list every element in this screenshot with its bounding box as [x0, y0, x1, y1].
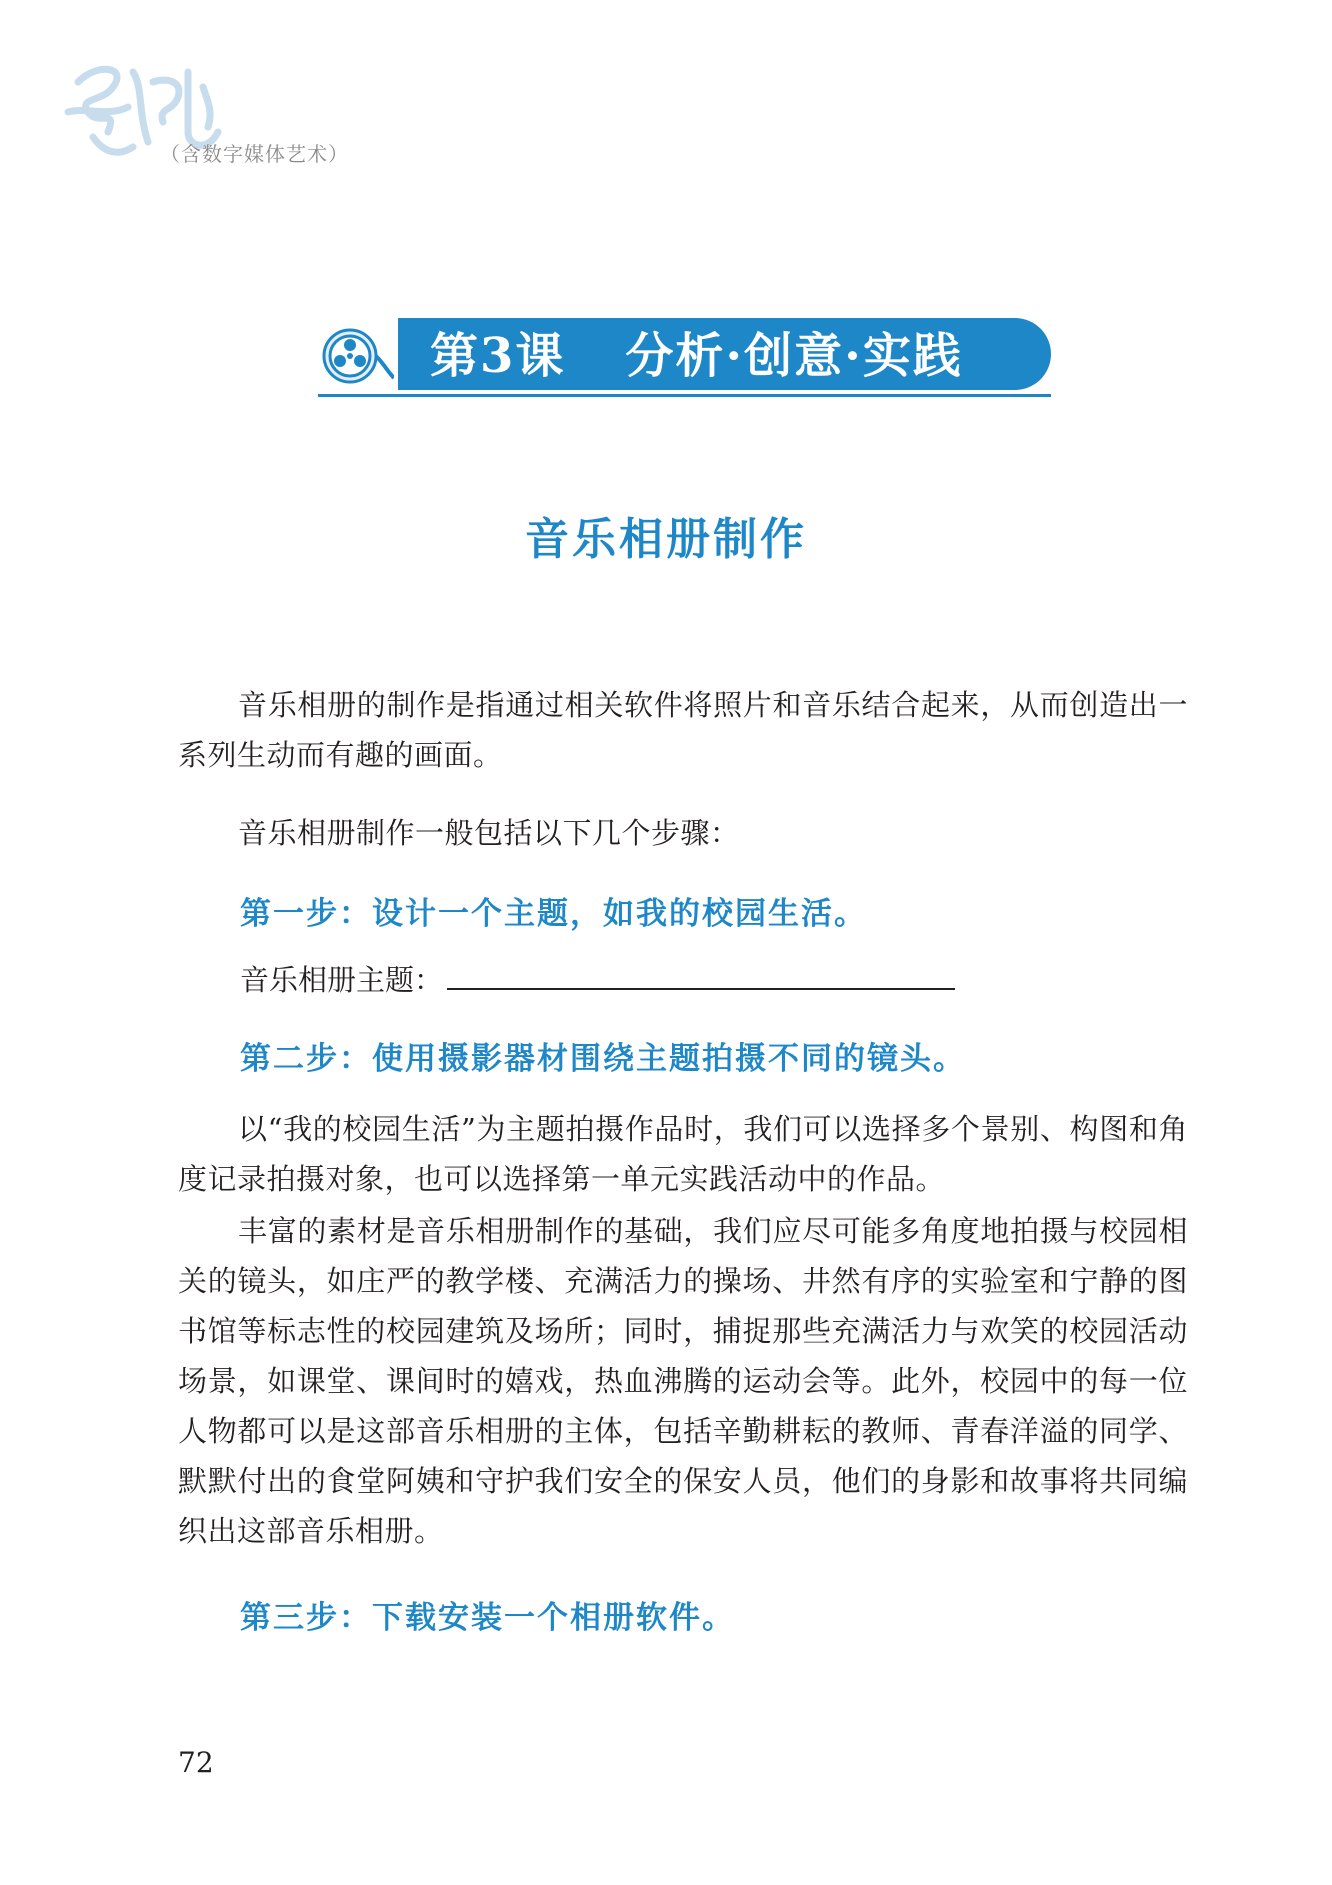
step-2-paragraph-1: 以“我的校园生活”为主题拍摄作品时，我们可以选择多个景别、构图和角度记录拍摄对象，也可以选择第一单元实践活动中的作品。	[178, 1112, 1188, 1196]
page-number: 72	[178, 1746, 214, 1779]
theme-blank-line[interactable]	[447, 958, 955, 990]
step-2-heading: 第二步：使用摄影器材围绕主题拍摄不同的镜头。	[240, 1041, 966, 1077]
theme-fill-row	[240, 958, 955, 999]
lesson-title: 分析·创意·实践	[625, 328, 963, 384]
step-1-heading: 第一步：设计一个主题，如我的校园生活。	[240, 896, 867, 932]
step-2-paragraph-2: 丰富的素材是音乐相册制作的基础，我们应尽可能多角度地拍摄与校园相关的镜头，如庄严的教学楼、充满活力的操场、井然有序的实验室和宁静的图书馆等标志性的校园建筑及场所；同时，捕捉那些充满活力与欢笑的校园活动场景，如课堂、课间时的嬉戏，热血沸腾的运动会等。此外，校园中的每一位人物都可以是这部音乐相册的主体，包括辛勤耕耘的教师、青春洋溢的同学、默默付出的食堂阿姨和守护我们安全的保安人员，他们的身影和故事将共同编织出这部音乐相册。	[178, 1214, 1188, 1548]
theme-label: 音乐相册主题：	[240, 963, 444, 997]
lesson-heading	[430, 326, 963, 386]
lesson-number: 第3课	[430, 328, 566, 384]
banner-underline	[318, 394, 1051, 397]
intro-paragraph-1: 音乐相册的制作是指通过相关软件将照片和音乐结合起来，从而创造出一系列生动而有趣的画面。	[178, 688, 1188, 772]
logo-subtitle: （含数字媒体艺术）	[160, 142, 349, 166]
section-title: 音乐相册制作	[525, 514, 807, 565]
film-reel-icon	[318, 326, 394, 390]
step-3-heading: 第三步：下载安装一个相册软件。	[240, 1600, 735, 1636]
intro-paragraph-2: 音乐相册制作一般包括以下几个步骤：	[238, 816, 740, 850]
